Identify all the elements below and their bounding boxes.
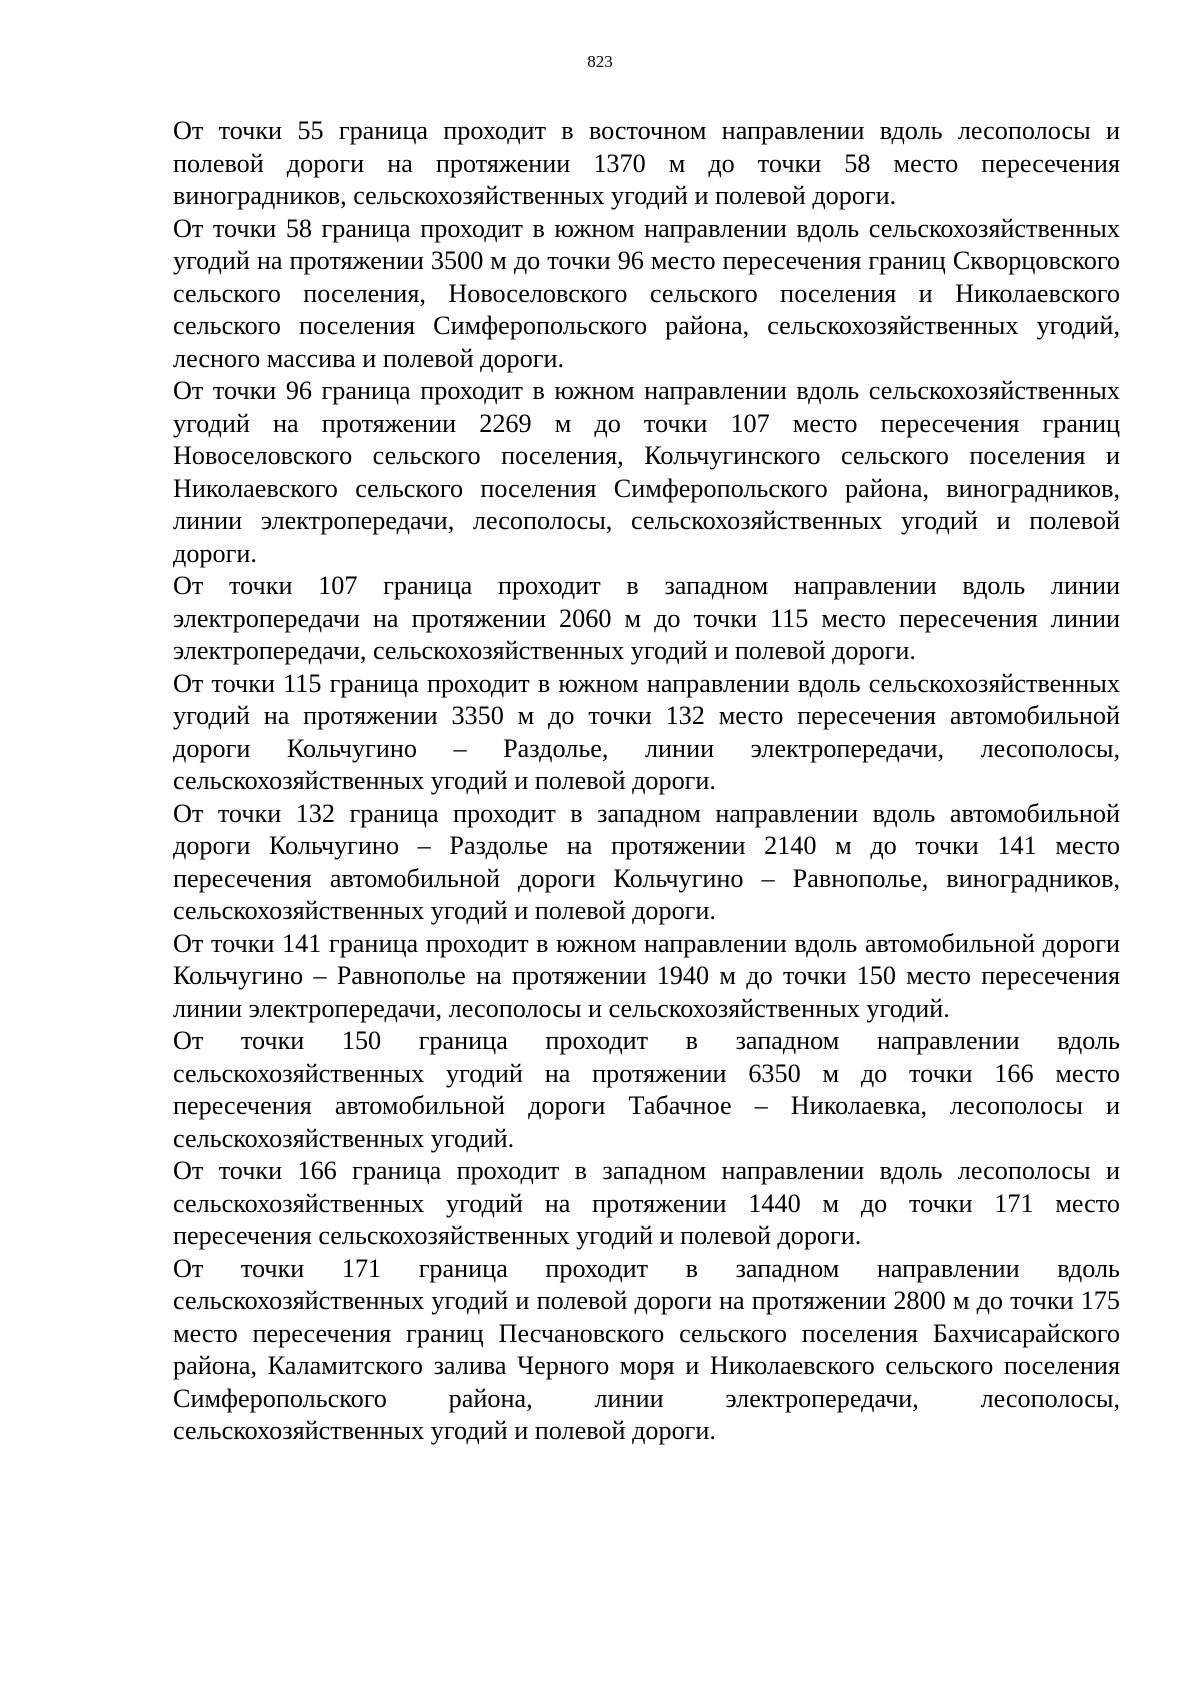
- paragraph-point-58: От точки 58 граница проходит в южном направлении вдоль сельскохозяйственных угодий на протяжении 3500 м до точки 96 место пересечения границ Скворцовского сельского поселения, Новоселовского сельского поселения и Николаевского сельского поселения Симферопольского района, сельскохозяйственных угодий, лесного массива и полевой дороги.: [173, 213, 1120, 373]
- page-number: 823: [587, 52, 613, 71]
- paragraph-point-150: От точки 150 граница проходит в западном направлении вдоль сельскохозяйственных угодий на протяжении 6350 м до точки 166 место пересечения автомобильной дороги Табачное – Николаевка, лесополосы и сельскохозяйственных угодий.: [173, 1026, 1120, 1153]
- paragraph-point-115: От точки 115 граница проходит в южном направлении вдоль сельскохозяйственных угодий на протяжении 3350 м до точки 132 место пересечения автомобильной дороги Кольчугино – Раздолье, линии электропередачи, лесополосы, сельскохозяйственных угодий и полевой дороги.: [173, 668, 1120, 795]
- paragraph-point-96: От точки 96 граница проходит в южном направлении вдоль сельскохозяйственных угодий на протяжении 2269 м до точки 107 место пересечения границ Новоселовского сельского поселения, Кольчугинского сельского поселения и Николаевского сельского поселения Симферопольского района, виноградников, линии электропередачи, лесополосы, сельскохозяйственных угодий и полевой дороги.: [173, 376, 1120, 568]
- paragraph-point-107: От точки 107 граница проходит в западном направлении вдоль линии электропередачи на протяжении 2060 м до точки 115 место пересечения линии электропередачи, сельскохозяйственных угодий и полевой дороги.: [173, 571, 1120, 665]
- paragraph-point-132: От точки 132 граница проходит в западном направлении вдоль автомобильной дороги Кольчугино – Раздолье на протяжении 2140 м до точки 141 место пересечения автомобильной дороги Кольчугино – Равнополье, виноградников, сельскохозяйственных угодий и полевой дороги.: [173, 798, 1120, 925]
- document-body: [173, 115, 1120, 1448]
- paragraph-point-166: От точки 166 граница проходит в западном направлении вдоль лесополосы и сельскохозяйственных угодий на протяжении 1440 м до точки 171 место пересечения сельскохозяйственных угодий и полевой дороги.: [173, 1156, 1120, 1250]
- paragraph-point-171: От точки 171 граница проходит в западном направлении вдоль сельскохозяйственных угодий и полевой дороги на протяжении 2800 м до точки 175 место пересечения границ Песчановского сельского поселения Бахчисарайского района, Каламитского залива Черного моря и Николаевского сельского поселения Симферопольского района, линии электропередачи, лесополосы, сельскохозяйственных угодий и полевой дороги.: [173, 1253, 1120, 1445]
- paragraph-point-55: От точки 55 граница проходит в восточном направлении вдоль лесополосы и полевой дороги на протяжении 1370 м до точки 58 место пересечения виноградников, сельскохозяйственных угодий и полевой дороги.: [173, 116, 1120, 210]
- paragraph-point-141: От точки 141 граница проходит в южном направлении вдоль автомобильной дороги Кольчугино – Равнополье на протяжении 1940 м до точки 150 место пересечения линии электропередачи, лесополосы и сельскохозяйственных угодий.: [173, 928, 1120, 1023]
